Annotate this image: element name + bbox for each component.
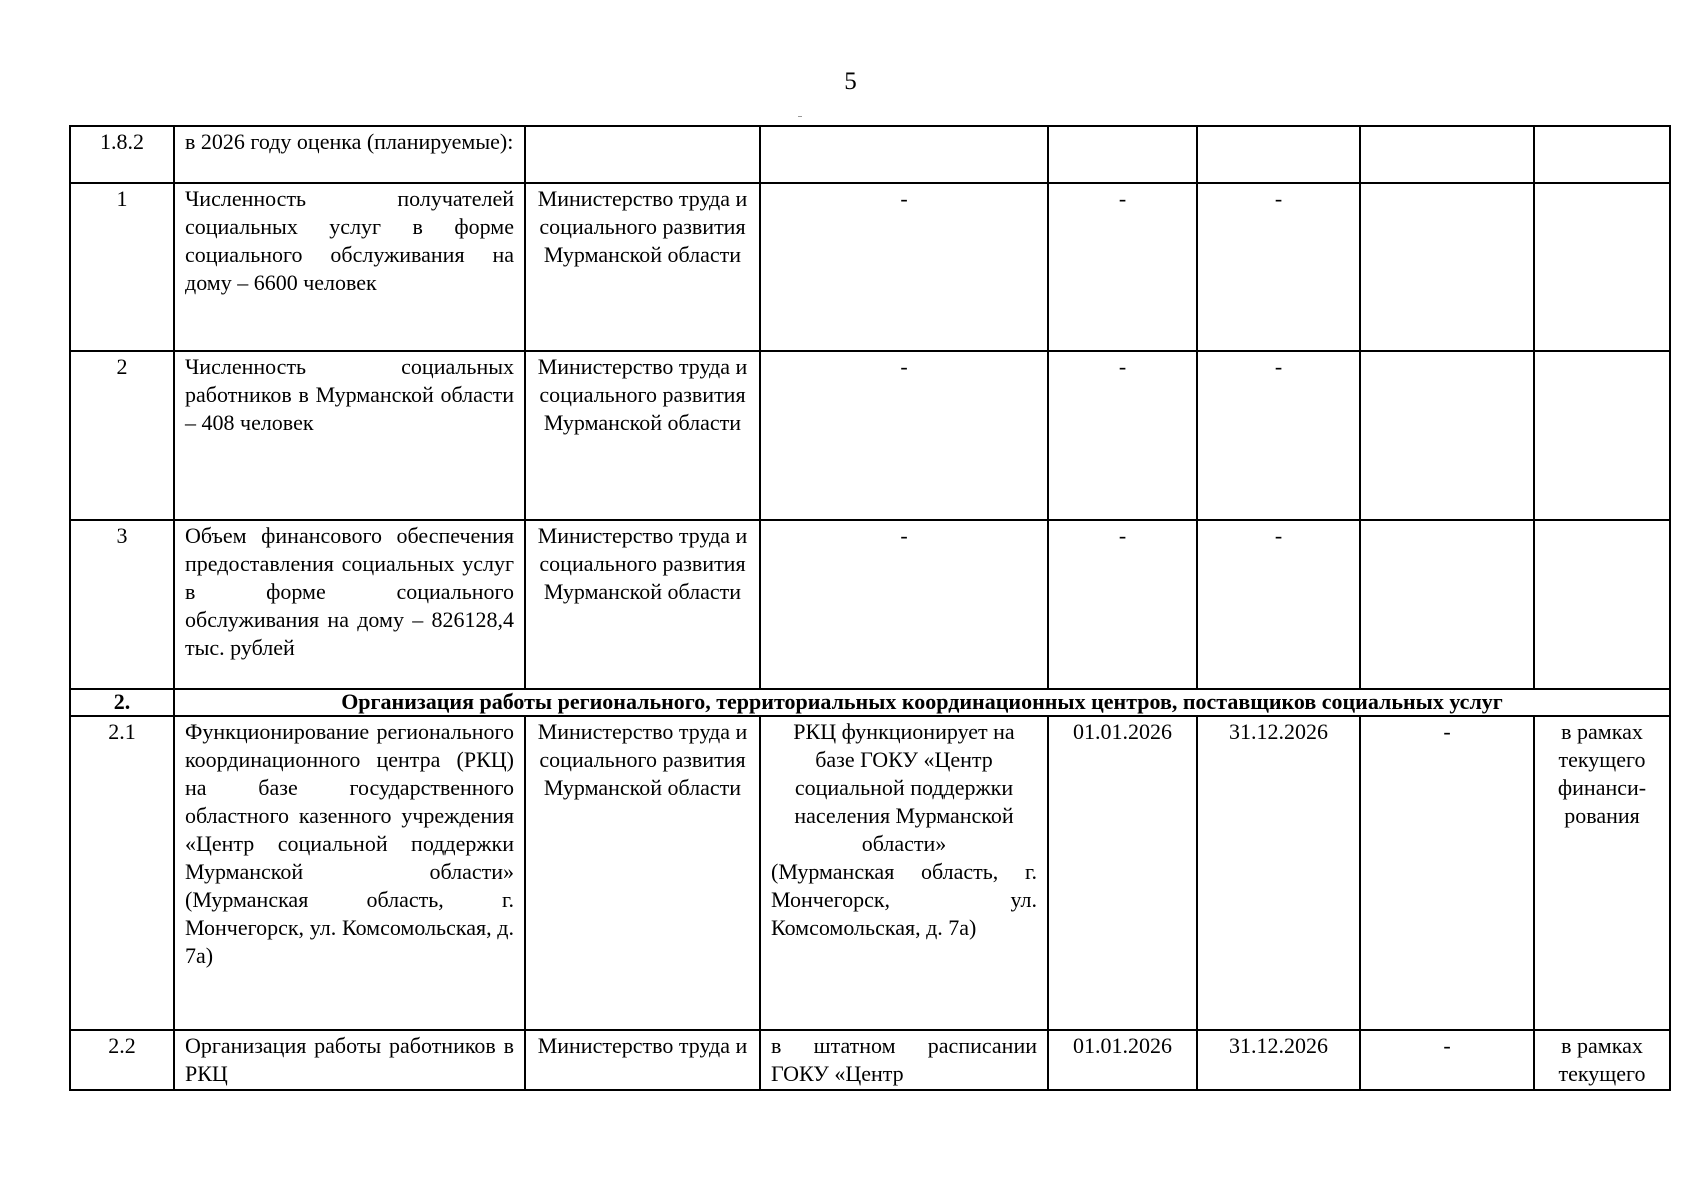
dash-cell: -: [1360, 716, 1534, 1030]
result-address: (Мурманская область, г. Мончегорск, ул. Комсомольская, д. 7а): [771, 859, 1037, 940]
empty-cell: [1534, 520, 1670, 689]
row-number: 1: [70, 183, 174, 351]
executor-cell: Министерство труда и социального развития Мурманской области: [525, 716, 760, 1030]
funding-cell: в рамках текущего: [1534, 1030, 1670, 1090]
funding-cell: в рамках текущего финанси-рования: [1534, 716, 1670, 1030]
dash-cell: -: [1197, 351, 1360, 520]
executor-cell: Министерство труда и: [525, 1030, 760, 1090]
empty-cell: [1360, 126, 1534, 183]
dash-cell: -: [760, 183, 1048, 351]
section-title: Организация работы регионального, территориальных координационных центров, поставщиков социальных услуг: [174, 689, 1670, 716]
row-text: Численность получателей социальных услуг в форме социального обслуживания на дому – 6600 человек: [174, 183, 525, 351]
dash-cell: -: [1360, 1030, 1534, 1090]
row-text: Функционирование регионального координационного центра (РКЦ) на базе государственного областного казенного учреждения «Центр социальной поддержки Мурманской области» (Мурманская область, г. Мончегорск, ул. Комсомольская, д. 7а): [174, 716, 525, 1030]
result-cell: [760, 716, 1048, 1030]
empty-cell: [1534, 183, 1670, 351]
dash-cell: -: [1197, 520, 1360, 689]
end-date: 31.12.2026: [1197, 1030, 1360, 1090]
empty-cell: [525, 126, 760, 183]
section-row: [70, 689, 1670, 716]
row-text: Численность социальных работников в Мурманской области – 408 человек: [174, 351, 525, 520]
empty-cell: [1360, 351, 1534, 520]
result-cell: в штатном расписании ГОКУ «Центр: [760, 1030, 1048, 1090]
dash-cell: -: [1048, 520, 1197, 689]
dash-cell: -: [1197, 183, 1360, 351]
row-number: 2: [70, 351, 174, 520]
row-text: в 2026 году оценка (планируемые):: [174, 126, 525, 183]
table-row: [70, 183, 1670, 351]
row-number: 2.2: [70, 1030, 174, 1090]
table-row: [70, 1030, 1670, 1090]
table-row: [70, 126, 1670, 183]
row-number: 3: [70, 520, 174, 689]
start-date: 01.01.2026: [1048, 716, 1197, 1030]
section-number: 2.: [70, 689, 174, 716]
row-number: 2.1: [70, 716, 174, 1030]
end-date: 31.12.2026: [1197, 716, 1360, 1030]
result-text: РКЦ функционирует на базе ГОКУ «Центр социальной поддержки населения Мурманской области»: [793, 719, 1015, 856]
empty-cell: [1360, 183, 1534, 351]
dash-cell: -: [1048, 183, 1197, 351]
table-row: [70, 351, 1670, 520]
empty-cell: [1197, 126, 1360, 183]
executor-cell: Министерство труда и социального развития Мурманской области: [525, 351, 760, 520]
dash-cell: -: [1048, 351, 1197, 520]
dash-cell: -: [760, 520, 1048, 689]
empty-cell: [1534, 126, 1670, 183]
executor-cell: Министерство труда и социального развития Мурманской области: [525, 183, 760, 351]
scan-mark: [798, 116, 802, 117]
executor-cell: Министерство труда и социального развития Мурманской области: [525, 520, 760, 689]
row-text: Объем финансового обеспечения предоставления социальных услуг в форме социального обслуживания на дому – 826128,4 тыс. рублей: [174, 520, 525, 689]
table-row: [70, 716, 1670, 1030]
start-date: 01.01.2026: [1048, 1030, 1197, 1090]
page-number: 5: [844, 68, 857, 95]
row-text: Организация работы работников в РКЦ: [174, 1030, 525, 1090]
row-number: 1.8.2: [70, 126, 174, 183]
dash-cell: -: [760, 351, 1048, 520]
table-row: [70, 520, 1670, 689]
empty-cell: [760, 126, 1048, 183]
empty-cell: [1360, 520, 1534, 689]
empty-cell: [1534, 351, 1670, 520]
empty-cell: [1048, 126, 1197, 183]
plan-table: [69, 125, 1671, 1091]
